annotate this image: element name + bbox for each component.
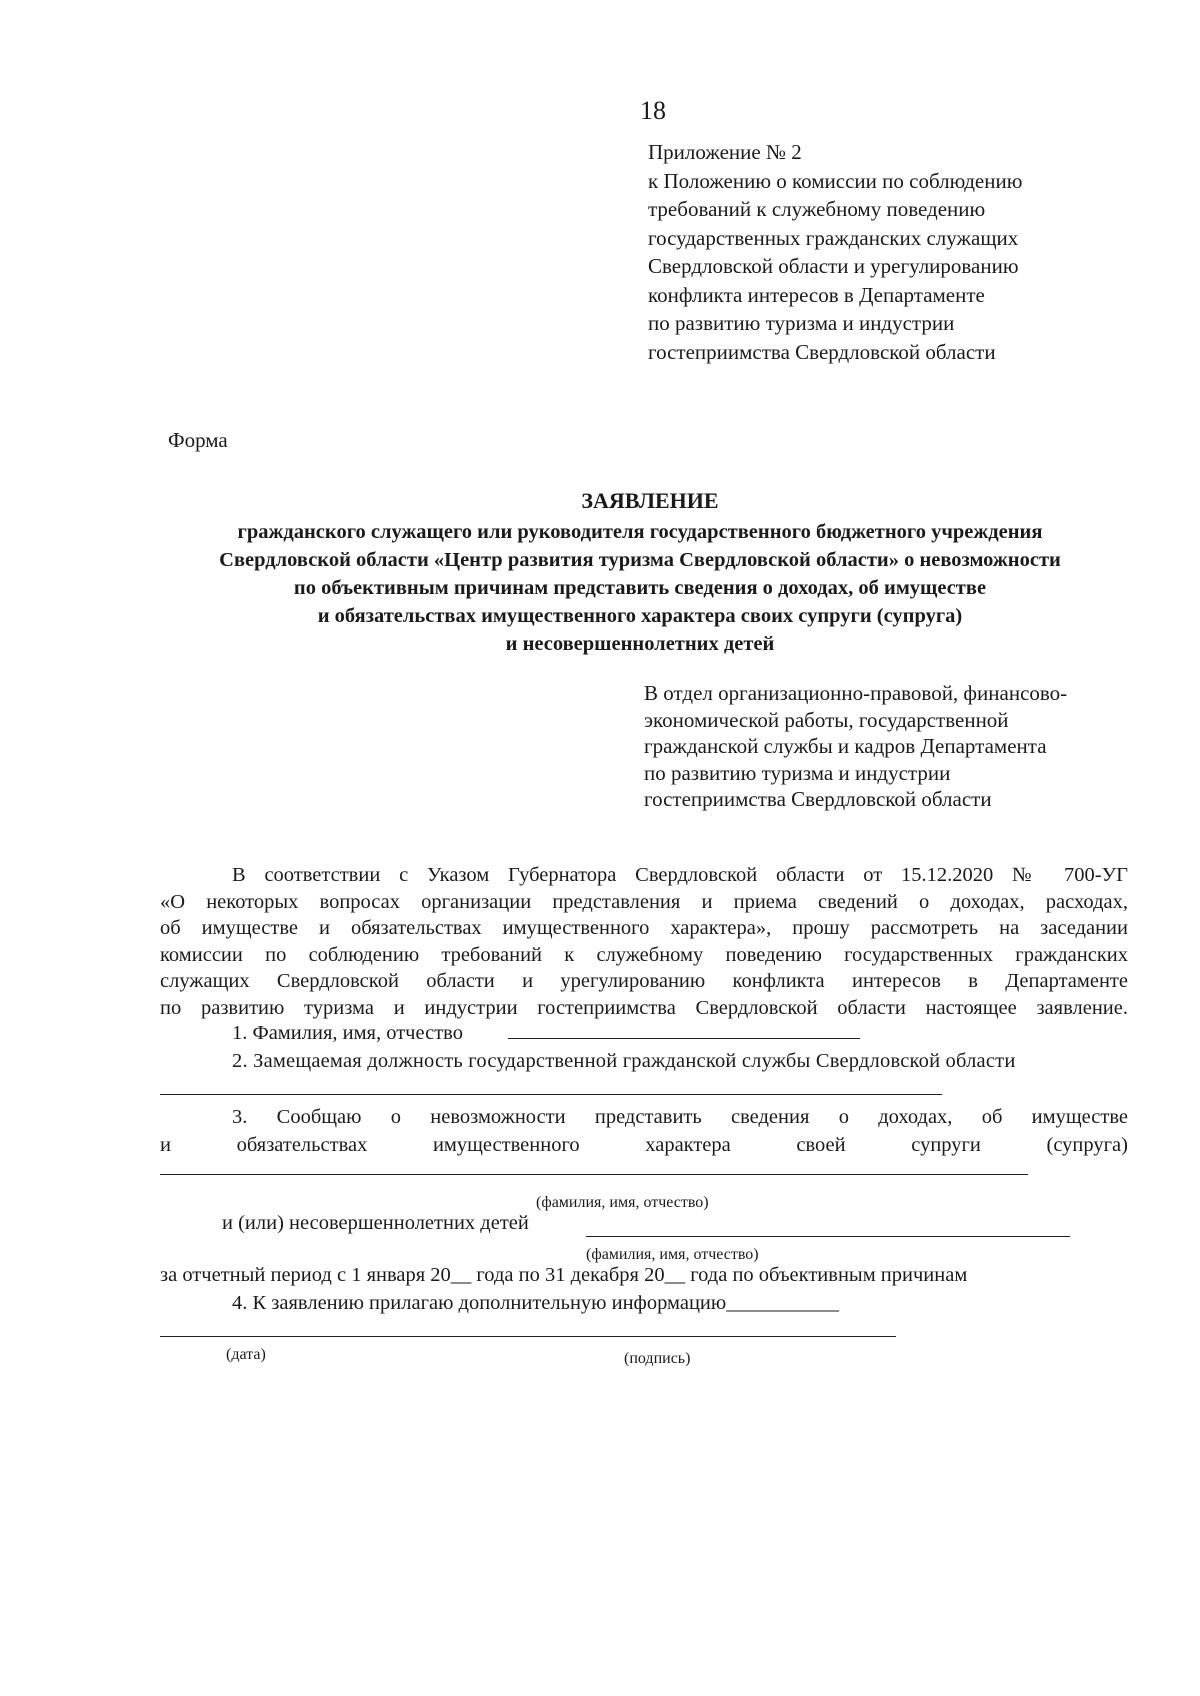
item-3-word: характера	[645, 1134, 731, 1156]
page-number: 18	[640, 96, 666, 125]
heading-line: Свердловской области «Центр развития туризма Свердловской области» о невозможности	[219, 549, 1061, 571]
appendix-line: к Положению о комиссии по соблюдению	[648, 168, 1023, 193]
item-2-label: 2. Замещаемая должность государственной гражданской службы Свердловской области	[232, 1050, 1016, 1072]
item-3-word: и	[160, 1134, 171, 1156]
appendix-line: конфликта интересов в Департаменте	[648, 282, 985, 307]
addressee-line: гостеприимства Свердловской области	[644, 787, 992, 811]
item-4-label: 4. К заявлению прилагаю дополнительную информацию___________	[232, 1292, 839, 1314]
children-input-line[interactable]	[586, 1236, 1070, 1237]
signature-input-line[interactable]	[160, 1336, 896, 1337]
appendix-line: требований к служебному поведению	[648, 197, 986, 221]
heading-line: по объективным причинам представить сведения о доходах, об имуществе	[293, 577, 987, 599]
signature-caption: (подпись)	[624, 1350, 691, 1367]
appendix-line: государственных гражданских служащих	[648, 225, 1019, 250]
addressee-line: гражданской службы и кадров Департамента	[644, 734, 1047, 758]
period-line: за отчетный период с 1 января 20__ года по 31 декабря 20__ года по объективным причинам	[160, 1264, 968, 1286]
item-3-line-1: 3. Сообщаю о невозможности представить сведения о доходах, об имуществе	[232, 1106, 1128, 1128]
body-line: служащих Свердловской области и урегулированию конфликта интересов в Департаменте	[160, 970, 1128, 992]
body-line: по развитию туризма и индустрии гостеприимства Свердловской области настоящее заявление.	[160, 996, 1128, 1019]
heading-line: и несовершеннолетних детей	[505, 633, 775, 655]
addressee-line: В отдел организационно-правовой, финансово-	[644, 681, 1068, 705]
addressee-line: экономической работы, государственной	[644, 707, 1009, 732]
spouse-input-line[interactable]	[160, 1174, 1028, 1175]
item-3-word: супруги	[911, 1134, 981, 1156]
children-fio-caption: (фамилия, имя, отчество)	[586, 1246, 759, 1263]
heading-line: и обязательствах имущественного характера своих супруги (супруга)	[317, 605, 963, 627]
spouse-fio-caption: (фамилия, имя, отчество)	[536, 1194, 709, 1211]
item-3-word: обязательствах	[236, 1134, 368, 1156]
body-line: об имуществе и обязательствах имущественного характера», прошу рассмотреть на заседании	[160, 917, 1128, 939]
document-title: ЗАЯВЛЕНИЕ	[581, 488, 719, 513]
document-heading	[140, 518, 1140, 658]
body-paragraph	[160, 862, 1128, 1021]
children-label: и (или) несовершеннолетних детей	[222, 1212, 529, 1234]
appendix-block	[648, 138, 1022, 366]
form-label: Форма	[168, 428, 228, 452]
body-line: комиссии по соблюдению требований к служебному поведению государственных гражданских	[160, 943, 1128, 966]
body-line: «О некоторых вопросах организации представления и приема сведений о доходах, расходах,	[160, 890, 1128, 913]
date-caption: (дата)	[226, 1346, 266, 1363]
addressee-block	[644, 680, 1067, 813]
appendix-line: по развитию туризма и индустрии	[648, 311, 955, 335]
item-3-word: имущественного	[432, 1134, 580, 1156]
item-3-word: (супруга)	[1046, 1134, 1128, 1156]
body-line: В соответствии с Указом Губернатора Свердловской области от 15.12.2020 № 700-УГ	[232, 864, 1128, 886]
item-1-label: 1. Фамилия, имя, отчество	[232, 1022, 463, 1044]
appendix-line: Приложение № 2	[648, 140, 802, 164]
appendix-line: Свердловской области и урегулированию	[648, 254, 1019, 278]
heading-line: гражданского служащего или руководителя государственного бюджетного учреждения	[237, 521, 1043, 543]
position-input-line[interactable]	[160, 1094, 942, 1095]
addressee-line: по развитию туризма и индустрии	[644, 760, 951, 785]
appendix-line: гостеприимства Свердловской области	[648, 339, 996, 364]
fio-input-line[interactable]	[508, 1038, 860, 1039]
item-3-word: своей	[796, 1134, 846, 1156]
item-3-line-2	[160, 1134, 1128, 1157]
